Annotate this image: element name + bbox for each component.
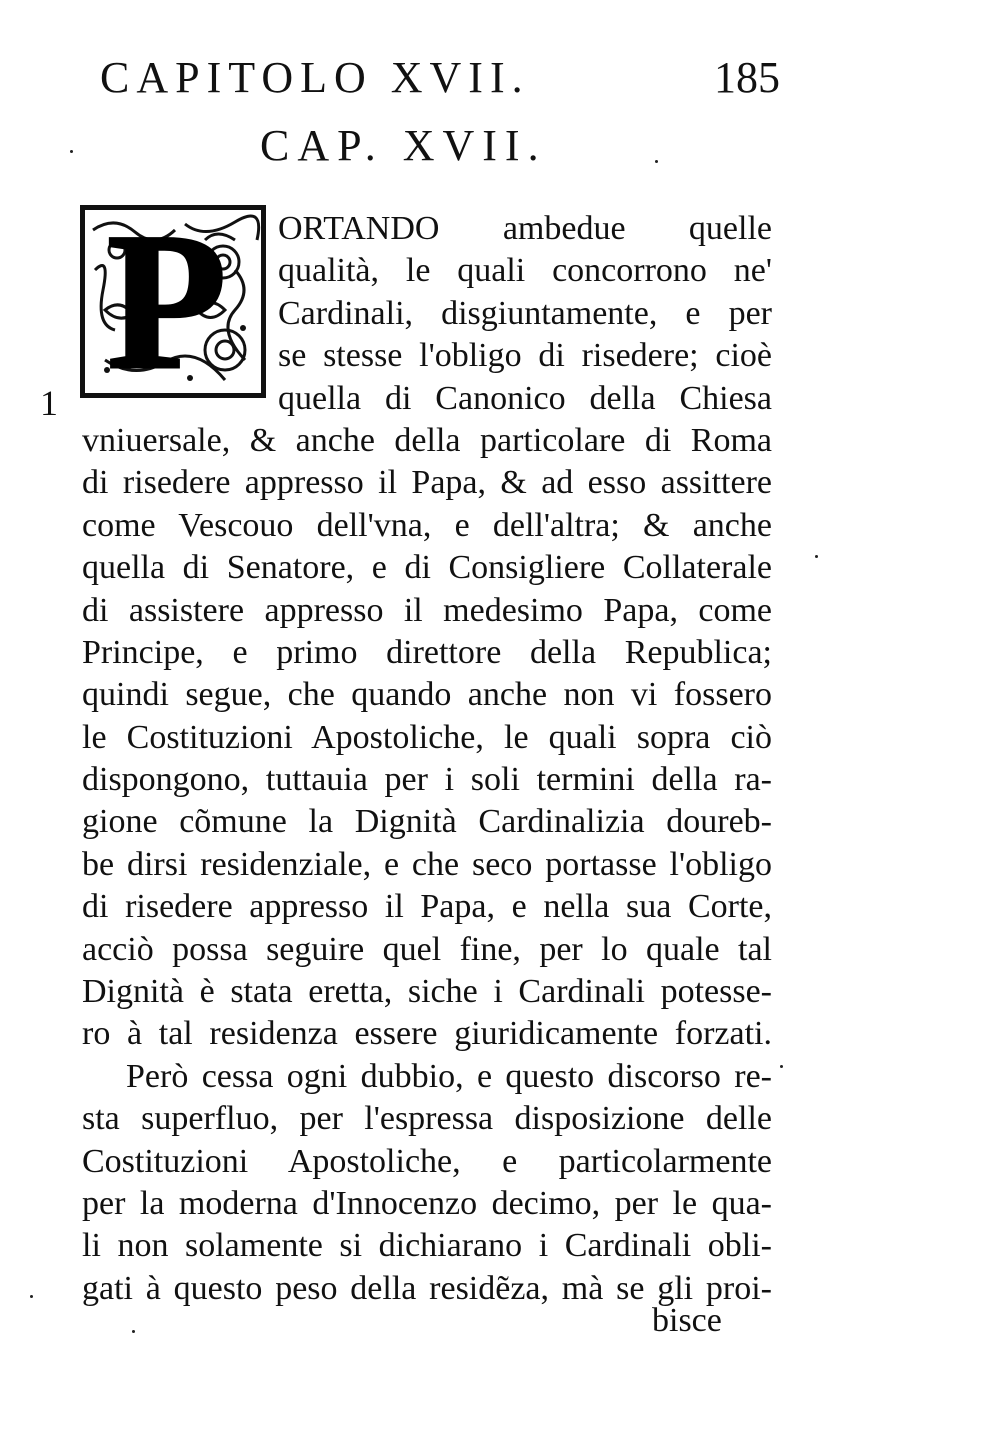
running-title: CAPITOLO XVII. xyxy=(100,53,530,102)
text-line: Cardinali, disgiuntamente, e per xyxy=(278,294,772,332)
text-line: come Vescouo dell'vna, e dell'altra; & anche xyxy=(82,506,772,544)
text-line: Principe, e primo direttore della Republica; xyxy=(82,633,772,671)
catchword: bisce xyxy=(652,1302,722,1339)
text-line: gione cõmune la Dignità Cardinalizia doureb- xyxy=(82,803,772,841)
text-line: gati à questo peso della residẽza, mà se gli proi- xyxy=(82,1269,772,1307)
text-line: be dirsi residenziale, e che seco portasse l'obligo xyxy=(82,845,772,883)
text-line: di assistere appresso il medesimo Papa, come xyxy=(82,591,772,629)
ink-speck xyxy=(30,1295,33,1298)
text-line: di risedere appresso il Papa, & ad esso assittere xyxy=(82,464,772,502)
text-line: qualità, le quali concorrono ne' xyxy=(278,252,772,290)
ink-speck xyxy=(655,160,658,163)
ink-speck xyxy=(132,1330,135,1333)
ink-speck xyxy=(780,1065,783,1068)
chapter-heading: CAP. XVII. xyxy=(260,121,547,170)
drop-cap-letter: P xyxy=(107,193,227,410)
ink-speck xyxy=(70,150,73,153)
page-number: 185 xyxy=(714,53,780,102)
text-line: quindi segue, che quando anche non vi fossero xyxy=(82,676,772,714)
text-line: quella di Senatore, e di Consigliere Collaterale xyxy=(82,549,772,587)
text-line: di risedere appresso il Papa, e nella sua Corte, xyxy=(82,888,772,926)
text-line: le Costituzioni Apostoliche, le quali sopra ciò xyxy=(82,718,772,756)
text-line: quella di Canonico della Chiesa xyxy=(278,379,772,417)
text-line: Dignità è stata eretta, siche i Cardinali potesse- xyxy=(82,973,772,1011)
text-line: se stesse l'obligo di risedere; cioè xyxy=(278,337,772,375)
text-line: ORTANDO ambedue quelle xyxy=(278,210,772,247)
text-line: ro à tal residenza essere giuridicamente forzati. xyxy=(82,1015,772,1053)
ink-speck xyxy=(815,555,818,558)
text-line: dispongono, tuttauia per i soli termini della ra- xyxy=(82,761,772,799)
text-line: Costituzioni Apostoliche, e particolarmente xyxy=(82,1142,772,1180)
text-line: Però cessa ogni dubbio, e questo discorso re- xyxy=(126,1057,772,1095)
text-line: sta superfluo, per l'espressa disposizione delle xyxy=(82,1100,772,1138)
margin-note-number: 1 xyxy=(40,383,58,423)
text-line: vniuersale, & anche della particolare di Roma xyxy=(82,421,772,459)
body-text xyxy=(82,208,772,1310)
running-head xyxy=(100,52,780,112)
text-line: acciò possa seguire quel fine, per lo quale tal xyxy=(82,930,772,968)
text-line: per la moderna d'Innocenzo decimo, per le qua- xyxy=(82,1184,772,1222)
text-line: li non solamente si dichiarano i Cardinali obli- xyxy=(82,1227,772,1265)
